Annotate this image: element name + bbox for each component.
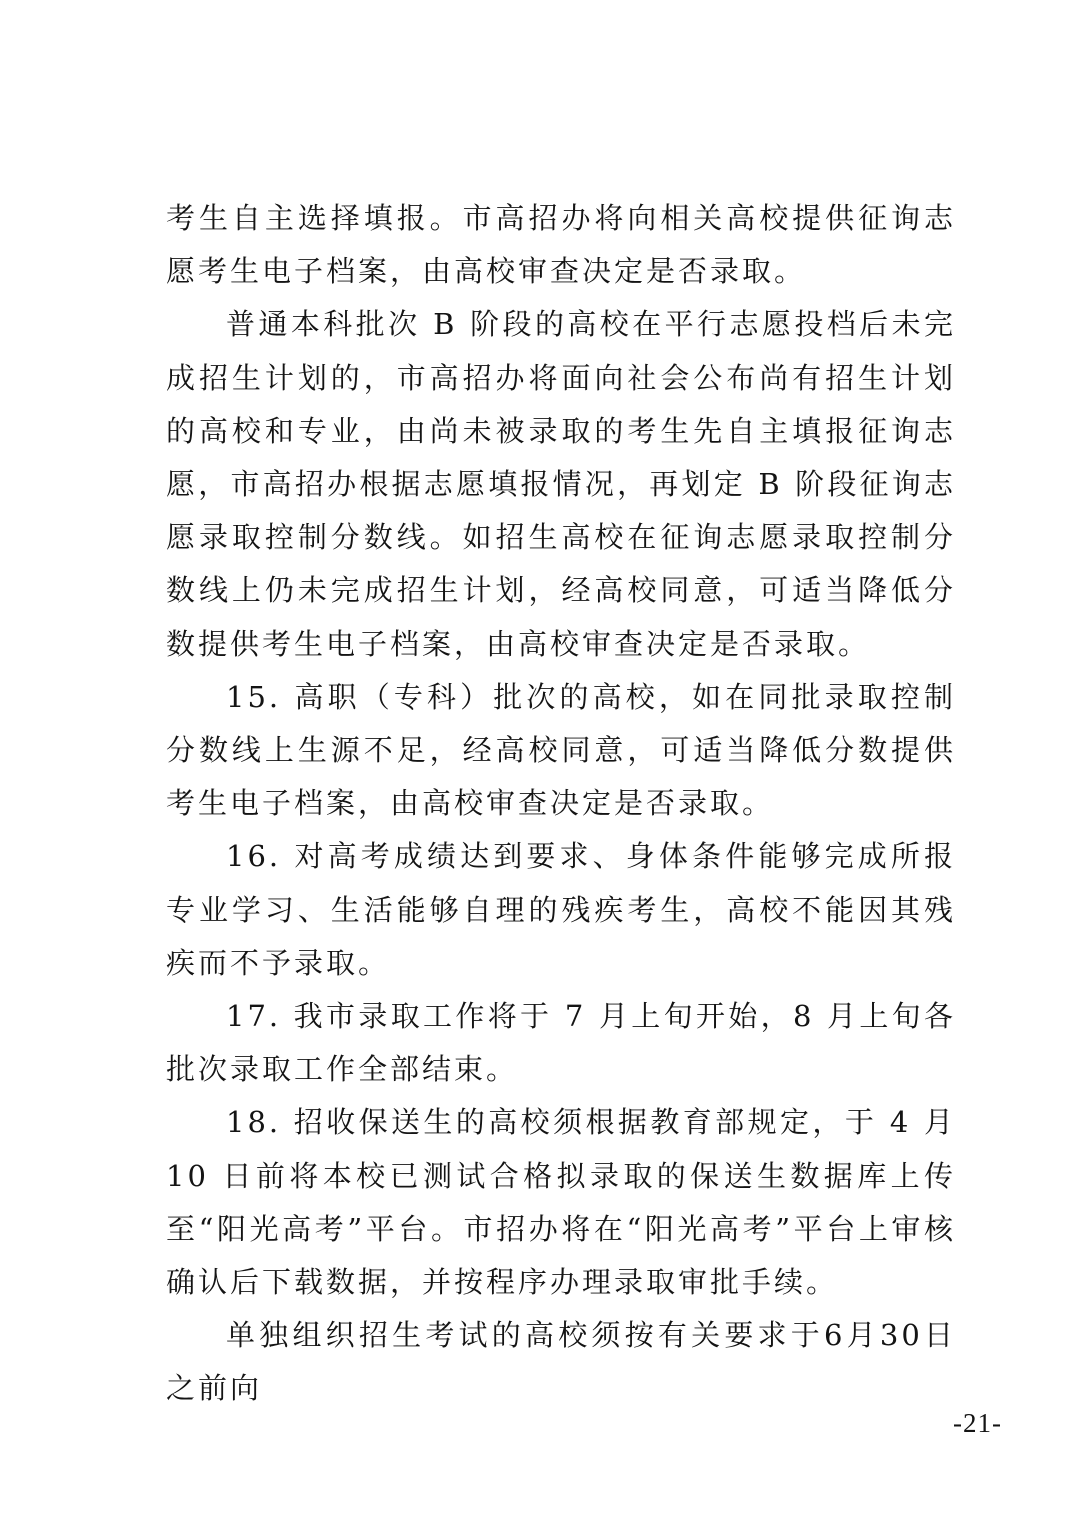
- body-text: [166, 192, 956, 1416]
- paragraph-item-18: 18. 招收保送生的高校须根据教育部规定，于 4 月 10 日前将本校已测试合格拟录取的保送生数据库上传至“阳光高考”平台。市招办将在“阳光高考”平台上审核确认后下载数据，并按程序办理录取审批手续。: [166, 1105, 956, 1300]
- paragraph-2: 普通本科批次 B 阶段的高校在平行志愿投档后未完成招生计划的，市高招办将面向社会公布尚有招生计划的高校和专业，由尚未被录取的考生先自主填报征询志愿，市高招办根据志愿填报情况，再划定 B 阶段征询志愿录取控制分数线。如招生高校在征询志愿录取控制分数线上仍未完成招生计划，经高校同意，可适当降低分数提供考生电子档案，由高校审查决定是否录取。: [166, 307, 956, 661]
- paragraph-1: 考生自主选择填报。市高招办将向相关高校提供征询志愿考生电子档案，由高校审查决定是否录取。: [166, 201, 956, 289]
- paragraph-item-16: 16. 对高考成绩达到要求、身体条件能够完成所报专业学习、生活能够自理的残疾考生，高校不能因其残疾而不予录取。: [166, 839, 956, 980]
- paragraph-last: 单独组织招生考试的高校须按有关要求于6月30日之前向: [166, 1318, 956, 1406]
- paragraph-item-17: 17. 我市录取工作将于 7 月上旬开始，8 月上旬各批次录取工作全部结束。: [166, 999, 956, 1087]
- page-number: -21-: [953, 1408, 1002, 1438]
- paragraph-item-15: 15. 高职（专科）批次的高校，如在同批录取控制分数线上生源不足，经高校同意，可适当降低分数提供考生电子档案，由高校审查决定是否录取。: [166, 679, 956, 821]
